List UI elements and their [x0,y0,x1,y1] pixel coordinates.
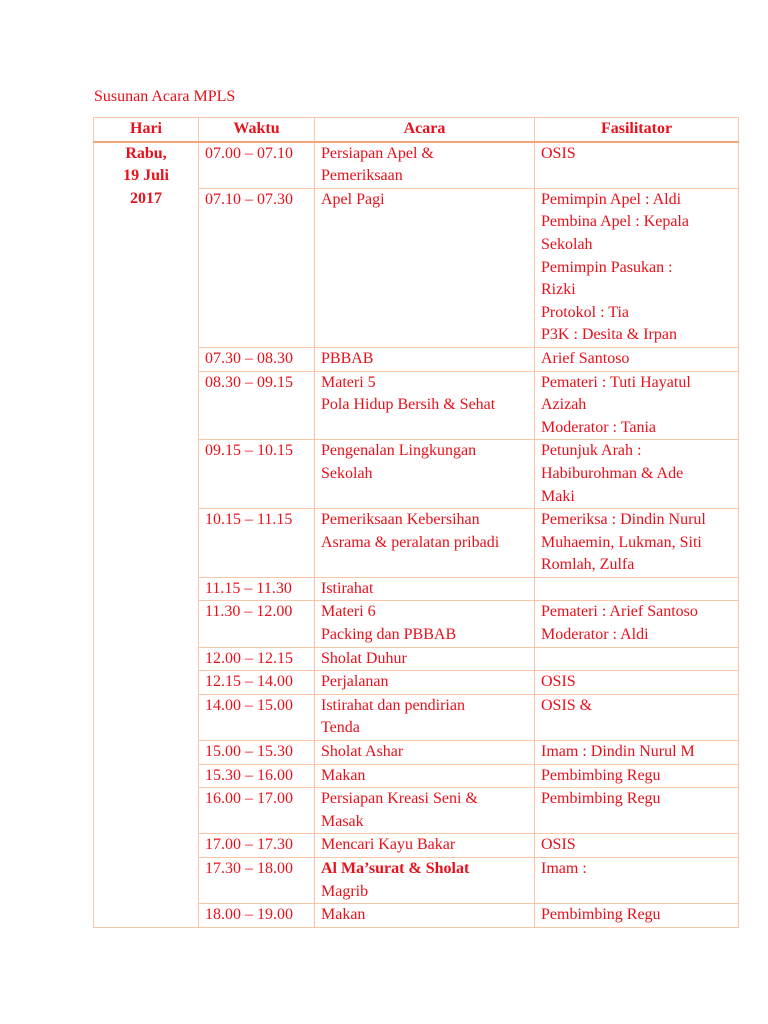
acara-cell [315,904,535,928]
acara-cell [315,671,535,695]
fasilitator-cell [535,671,739,695]
acara-line: Asrama & peralatan pribadi [321,533,500,551]
time-cell: 07.00 – 07.10 [199,142,315,189]
acara-line: Masak [321,812,364,830]
fasilitator-line: Azizah [541,396,587,414]
fasilitator-cell [535,601,739,647]
acara-cell [315,694,535,740]
time-cell: 12.15 – 14.00 [199,671,315,695]
acara-line: Al Ma’surat & Sholat [321,860,470,877]
fasilitator-cell [535,347,739,371]
time-cell: 15.00 – 15.30 [199,741,315,765]
fasilitator-line: Petunjuk Arah : [541,442,642,460]
fasilitator-line: Protokol : Tia [541,303,630,321]
fasilitator-line: Pembimbing Regu [541,766,661,784]
acara-cell [315,142,535,189]
time-cell: 09.15 – 10.15 [199,440,315,509]
acara-line: PBBAB [321,349,374,367]
fasilitator-line: Moderator : Tania [541,418,656,436]
acara-line: Sholat Duhur [321,649,407,667]
acara-line: Istirahat dan pendirian [321,696,465,714]
acara-line: Materi 5 [321,373,376,391]
acara-cell [315,347,535,371]
fasilitator-cell [535,694,739,740]
acara-line: Pola Hidup Bersih & Sehat [321,396,496,414]
fasilitator-cell [535,371,739,440]
fasilitator-line: Imam : [541,860,587,877]
time-cell: 14.00 – 15.00 [199,694,315,740]
acara-cell [315,647,535,671]
time-cell: 17.00 – 17.30 [199,834,315,858]
schedule-table [93,117,739,928]
fasilitator-cell [535,647,739,671]
acara-line: Istirahat [321,579,374,597]
time-cell: 15.30 – 16.00 [199,764,315,788]
acara-line: Makan [321,766,366,784]
fasilitator-line: Arief Santoso [541,349,630,367]
acara-line: Persiapan Kreasi Seni & [321,790,478,808]
fasilitator-cell [535,741,739,765]
acara-cell [315,764,535,788]
fasilitator-line: OSIS & [541,696,593,714]
acara-line: Sekolah [321,464,373,482]
acara-line: Persiapan Apel & [321,144,434,162]
acara-cell [315,440,535,509]
time-cell: 17.30 – 18.00 [199,858,315,904]
fasilitator-cell [535,440,739,509]
acara-line: Mencari Kayu Bakar [321,836,456,854]
acara-line: Makan [321,906,366,924]
time-cell: 07.30 – 08.30 [199,347,315,371]
header-waktu: Waktu [199,118,315,142]
fasilitator-line: P3K : Desita & Irpan [541,326,677,344]
acara-line: Apel Pagi [321,190,385,208]
acara-cell [315,788,535,834]
acara-line: Magrib [321,882,369,900]
document-title: Susunan Acara MPLS [94,88,236,105]
fasilitator-line: Muhaemin, Lukman, Siti [541,533,702,551]
acara-cell [315,741,535,765]
acara-line: Tenda [321,719,360,737]
fasilitator-line: Romlah, Zulfa [541,556,635,574]
acara-cell [315,601,535,647]
fasilitator-cell [535,142,739,189]
fasilitator-line: Pemimpin Apel : Aldi [541,190,682,208]
fasilitator-line: Pembimbing Regu [541,790,661,808]
fasilitator-line: Maki [541,487,575,505]
acara-line: Materi 6 [321,603,376,621]
fasilitator-cell [535,904,739,928]
fasilitator-line: Pemimpin Pasukan : [541,258,673,276]
fasilitator-cell [535,788,739,834]
acara-cell [315,577,535,601]
empty-line [541,648,732,671]
fasilitator-cell [535,834,739,858]
fasilitator-line: Imam : Dindin Nurul M [541,743,695,761]
acara-line: Pemeriksaan Kebersihan [321,511,480,529]
time-cell: 11.15 – 11.30 [199,577,315,601]
time-cell: 08.30 – 09.15 [199,371,315,440]
fasilitator-cell [535,577,739,601]
acara-cell [315,509,535,578]
fasilitator-line: Pemateri : Tuti Hayatul [541,373,691,391]
fasilitator-line: OSIS [541,836,576,854]
header-fasilitator: Fasilitator [535,118,739,142]
fasilitator-cell [535,858,739,904]
time-cell: 12.00 – 12.15 [199,647,315,671]
acara-line: Perjalanan [321,673,389,691]
time-cell: 16.00 – 17.00 [199,788,315,834]
schedule-body [94,142,739,928]
acara-cell [315,834,535,858]
time-cell: 18.00 – 19.00 [199,904,315,928]
fasilitator-cell [535,509,739,578]
header-hari: Hari [94,118,199,142]
header-row [94,118,739,142]
time-cell: 11.30 – 12.00 [199,601,315,647]
fasilitator-line: Moderator : Aldi [541,626,649,644]
acara-cell [315,858,535,904]
day-cell [94,142,199,928]
empty-line [541,578,732,601]
day-line: Rabu, [125,144,167,162]
day-line: 2017 [130,189,162,207]
header-acara: Acara [315,118,535,142]
acara-cell [315,188,535,347]
fasilitator-cell [535,764,739,788]
time-cell: 10.15 – 11.15 [199,509,315,578]
fasilitator-line: OSIS [541,673,576,691]
fasilitator-line: OSIS [541,144,576,162]
fasilitator-cell [535,188,739,347]
fasilitator-line: Habiburohman & Ade [541,464,684,482]
fasilitator-line: Pembimbing Regu [541,906,661,924]
acara-line: Sholat Ashar [321,743,404,761]
acara-line: Packing dan PBBAB [321,626,457,644]
acara-line: Pemeriksaan [321,167,403,185]
acara-cell [315,371,535,440]
fasilitator-line: Pemeriksa : Dindin Nurul [541,511,706,529]
fasilitator-line: Sekolah [541,235,593,253]
acara-line: Pengenalan Lingkungan [321,442,477,460]
fasilitator-line: Rizki [541,281,576,299]
table-row [94,142,739,189]
fasilitator-line: Pembina Apel : Kepala [541,213,689,231]
time-cell: 07.10 – 07.30 [199,188,315,347]
fasilitator-line: Pemateri : Arief Santoso [541,603,698,621]
day-line: 19 Juli [123,167,169,185]
